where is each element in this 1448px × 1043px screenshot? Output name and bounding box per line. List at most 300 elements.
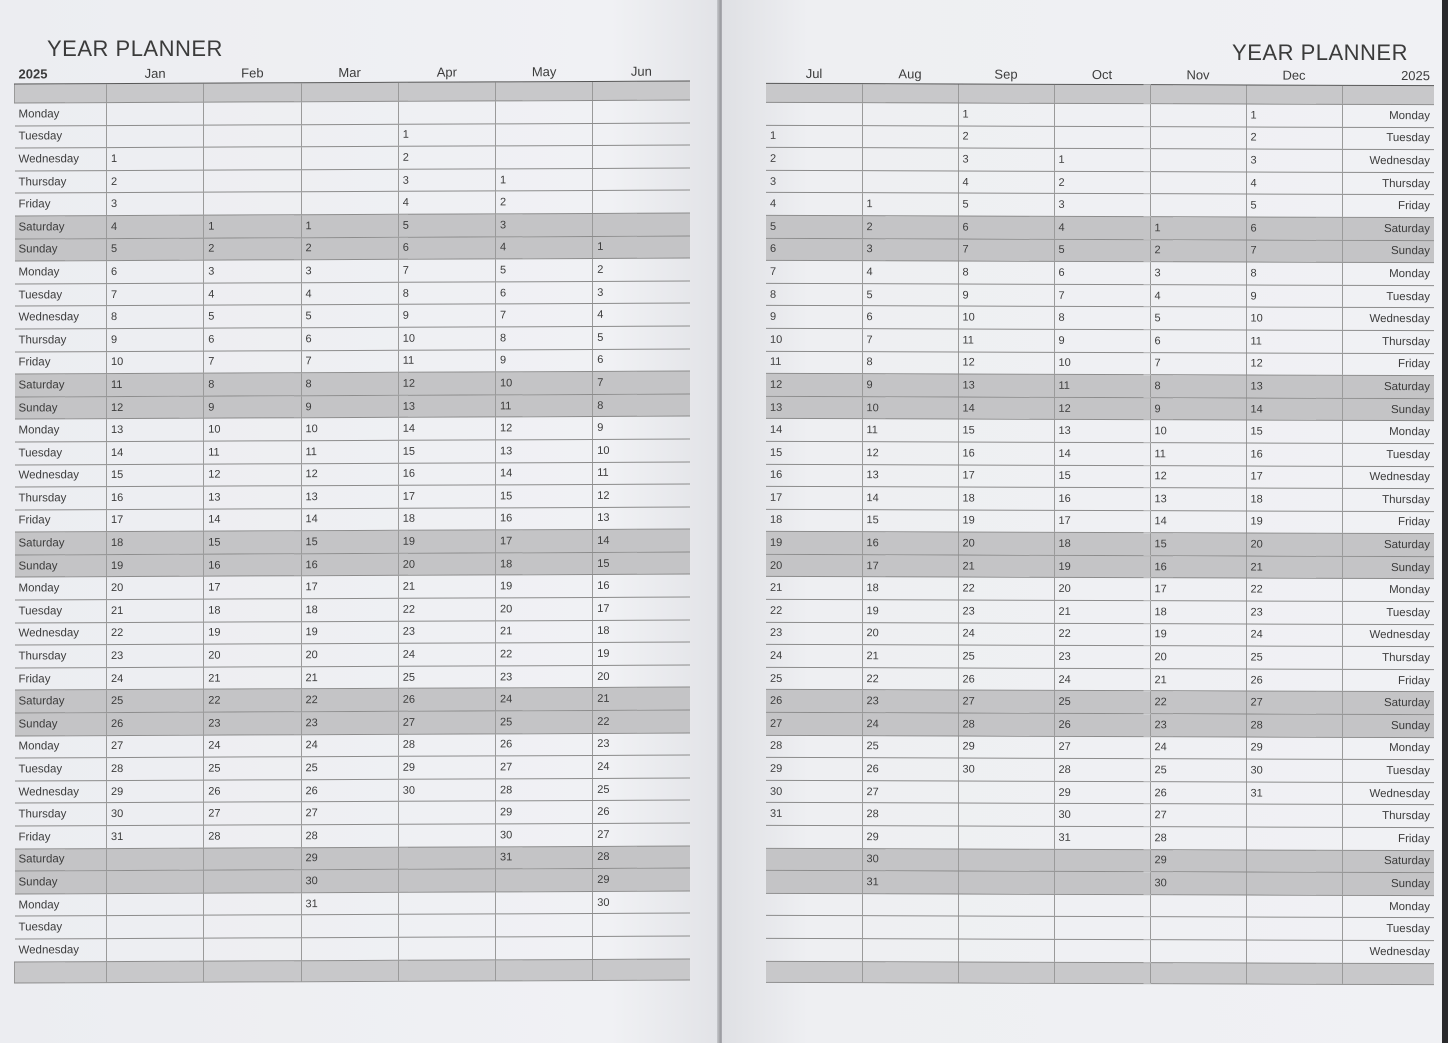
date-cell: 4: [1150, 284, 1246, 307]
day-row: [766, 690, 1434, 715]
date-cell: 6: [593, 349, 690, 372]
date-cell: [593, 123, 690, 146]
date-cell: 4: [1246, 172, 1342, 195]
date-cell: 19: [1150, 623, 1246, 646]
date-cell: 26: [1246, 669, 1342, 692]
date-cell: [204, 147, 301, 170]
date-cell: [593, 936, 690, 959]
date-cell: 11: [1150, 443, 1246, 466]
date-cell: [1150, 126, 1246, 149]
date-cell: [593, 168, 690, 191]
date-cell: 15: [496, 485, 593, 508]
date-cell: 2: [958, 126, 1054, 149]
weekday-label: Friday: [1342, 511, 1434, 534]
date-cell: 10: [398, 327, 495, 350]
date-cell: 10: [1150, 420, 1246, 443]
date-cell: 7: [593, 371, 690, 394]
date-cell: 7: [1246, 240, 1342, 263]
date-cell: 30: [593, 891, 690, 914]
weekday-label: Monday: [15, 735, 107, 758]
date-cell: [862, 939, 958, 962]
date-cell: 14: [593, 529, 690, 552]
date-cell: 12: [301, 463, 398, 486]
date-cell: [862, 103, 958, 126]
date-cell: 11: [862, 419, 958, 442]
date-cell: 3: [301, 259, 398, 282]
spacer-cell: [301, 82, 398, 101]
weekday-label: Wednesday: [15, 148, 107, 171]
date-cell: 12: [496, 417, 593, 440]
date-cell: 10: [766, 328, 862, 351]
day-row: [766, 306, 1434, 331]
date-cell: 16: [107, 486, 204, 509]
footer-cell: [766, 961, 862, 982]
date-cell: [398, 824, 495, 847]
date-cell: 28: [204, 825, 301, 848]
date-cell: 13: [766, 396, 862, 419]
date-cell: 22: [862, 668, 958, 691]
day-row: [766, 758, 1434, 783]
weekday-label: Sunday: [1342, 714, 1434, 737]
day-row: [15, 846, 691, 872]
date-cell: 21: [398, 575, 495, 598]
planner-grid-left: [14, 61, 690, 984]
footer-cell: [1246, 963, 1342, 984]
date-cell: [204, 870, 301, 893]
date-cell: 5: [593, 326, 690, 349]
date-cell: 16: [496, 507, 593, 530]
month-header: Jul: [766, 63, 862, 84]
weekday-label: Thursday: [15, 803, 107, 826]
month-header: Jan: [107, 63, 204, 84]
spacer-cell: [958, 84, 1054, 103]
date-cell: 5: [862, 283, 958, 306]
date-cell: 18: [398, 508, 495, 531]
date-cell: 3: [766, 170, 862, 193]
date-cell: 28: [107, 757, 204, 780]
weekday-label: Wednesday: [15, 780, 107, 803]
date-cell: 20: [593, 665, 690, 688]
date-cell: [862, 148, 958, 171]
date-cell: [1054, 894, 1150, 917]
date-cell: [1150, 171, 1246, 194]
date-cell: 5: [1246, 194, 1342, 217]
date-cell: 23: [398, 621, 495, 644]
date-cell: 23: [107, 644, 204, 667]
date-cell: 24: [593, 755, 690, 778]
date-cell: 24: [1054, 668, 1150, 691]
date-cell: 25: [1246, 646, 1342, 669]
date-cell: 7: [496, 304, 593, 327]
date-cell: 20: [496, 598, 593, 621]
date-cell: 17: [766, 486, 862, 509]
date-cell: 2: [204, 237, 301, 260]
date-cell: 13: [398, 395, 495, 418]
day-row: [15, 755, 691, 781]
date-cell: 20: [862, 622, 958, 645]
day-row: [15, 168, 691, 194]
date-cell: 30: [398, 779, 495, 802]
date-cell: 23: [862, 690, 958, 713]
date-cell: 2: [398, 146, 495, 169]
date-cell: 26: [301, 779, 398, 802]
date-cell: 25: [958, 645, 1054, 668]
footer-row: [766, 961, 1434, 984]
date-cell: 2: [1150, 239, 1246, 262]
date-cell: 23: [301, 711, 398, 734]
weekday-label: Thursday: [1342, 647, 1434, 670]
date-cell: [958, 939, 1054, 962]
date-cell: 3: [1246, 149, 1342, 172]
day-row: [766, 328, 1434, 353]
date-cell: 1: [862, 193, 958, 216]
day-row: [766, 486, 1434, 511]
date-cell: 21: [1246, 556, 1342, 579]
date-cell: 10: [1054, 352, 1150, 375]
day-row: [766, 622, 1434, 647]
date-cell: 21: [301, 666, 398, 689]
date-cell: 13: [593, 507, 690, 530]
date-cell: 14: [204, 508, 301, 531]
date-cell: 13: [204, 486, 301, 509]
date-cell: [958, 826, 1054, 849]
date-cell: 24: [766, 645, 862, 668]
date-cell: 16: [398, 462, 495, 485]
date-cell: 27: [862, 780, 958, 803]
date-cell: 7: [1150, 352, 1246, 375]
date-cell: [107, 848, 204, 871]
date-cell: 29: [496, 801, 593, 824]
date-cell: 28: [1150, 827, 1246, 850]
date-cell: [1150, 894, 1246, 917]
date-cell: 25: [398, 666, 495, 689]
date-cell: 17: [1054, 510, 1150, 533]
date-cell: 28: [958, 713, 1054, 736]
date-cell: 19: [301, 621, 398, 644]
spacer-cell: [1342, 85, 1434, 104]
date-cell: 5: [1054, 239, 1150, 262]
date-cell: 18: [593, 620, 690, 643]
date-cell: 30: [496, 823, 593, 846]
date-cell: 24: [204, 734, 301, 757]
date-cell: 2: [766, 148, 862, 171]
date-cell: 19: [862, 600, 958, 623]
date-cell: 8: [593, 394, 690, 417]
date-cell: 4: [301, 282, 398, 305]
date-cell: [1150, 940, 1246, 963]
date-cell: 11: [1246, 330, 1342, 353]
date-cell: 11: [766, 351, 862, 374]
date-cell: 20: [766, 554, 862, 577]
day-row: [766, 780, 1434, 805]
day-row: [15, 394, 691, 420]
footer-cell: [15, 961, 107, 982]
date-cell: 29: [1054, 781, 1150, 804]
date-cell: 17: [204, 576, 301, 599]
date-cell: 6: [204, 328, 301, 351]
date-cell: [204, 124, 301, 147]
date-cell: 6: [1246, 217, 1342, 240]
spacer-cell: [204, 83, 301, 102]
weekday-label: Sunday: [1342, 240, 1434, 263]
date-cell: 26: [958, 668, 1054, 691]
date-cell: 30: [1150, 872, 1246, 895]
date-cell: 27: [1054, 736, 1150, 759]
weekday-label: Wednesday: [15, 306, 107, 329]
weekday-label: Wednesday: [1342, 466, 1434, 489]
date-cell: [107, 893, 204, 916]
date-cell: 29: [593, 868, 690, 891]
date-cell: 1: [301, 214, 398, 237]
month-header: Apr: [398, 61, 495, 82]
weekday-label: Monday: [15, 577, 107, 600]
date-cell: 15: [593, 552, 690, 575]
date-cell: 12: [1054, 397, 1150, 420]
day-row: [15, 552, 691, 578]
date-cell: 4: [766, 193, 862, 216]
date-cell: 21: [107, 599, 204, 622]
date-cell: 16: [766, 464, 862, 487]
date-cell: 6: [766, 238, 862, 261]
date-cell: 29: [958, 736, 1054, 759]
date-cell: [1246, 850, 1342, 873]
day-row: [766, 351, 1434, 376]
date-cell: [766, 825, 862, 848]
date-cell: [593, 145, 690, 168]
date-cell: [496, 936, 593, 959]
date-cell: 12: [204, 463, 301, 486]
date-cell: 15: [204, 531, 301, 554]
date-cell: 3: [204, 260, 301, 283]
date-cell: 24: [496, 688, 593, 711]
weekday-label: Saturday: [15, 848, 107, 871]
date-cell: 26: [204, 780, 301, 803]
date-cell: [1054, 872, 1150, 895]
date-cell: 6: [301, 327, 398, 350]
date-cell: 5: [958, 193, 1054, 216]
day-row: [15, 100, 691, 126]
year-label: 2025: [1342, 65, 1434, 86]
date-cell: [766, 871, 862, 894]
date-cell: 23: [1150, 714, 1246, 737]
right-page: [722, 0, 1442, 1043]
date-cell: 13: [1246, 375, 1342, 398]
date-cell: 5: [398, 214, 495, 237]
date-cell: 28: [301, 824, 398, 847]
date-cell: 3: [107, 193, 204, 216]
date-cell: [398, 869, 495, 892]
date-cell: 30: [766, 780, 862, 803]
date-cell: 16: [204, 554, 301, 577]
weekday-label: Thursday: [1342, 172, 1434, 195]
date-cell: [107, 916, 204, 939]
weekday-label: Tuesday: [15, 125, 107, 148]
date-cell: 3: [398, 169, 495, 192]
date-cell: 21: [204, 667, 301, 690]
date-cell: 11: [496, 394, 593, 417]
date-cell: 5: [766, 215, 862, 238]
date-cell: [204, 893, 301, 916]
spacer-cell: [1150, 85, 1246, 104]
day-row: [15, 891, 691, 917]
date-cell: [766, 893, 862, 916]
date-cell: 27: [958, 690, 1054, 713]
date-cell: 1: [398, 123, 495, 146]
spacer-cell: [1246, 85, 1342, 104]
day-row: [766, 577, 1434, 602]
date-cell: 22: [766, 599, 862, 622]
date-cell: 3: [496, 213, 593, 236]
date-cell: 25: [766, 667, 862, 690]
day-row: [15, 936, 691, 962]
weekday-label: Sunday: [1342, 556, 1434, 579]
date-cell: 9: [1246, 285, 1342, 308]
date-cell: [107, 102, 204, 125]
date-cell: 17: [1246, 466, 1342, 489]
date-cell: [1150, 917, 1246, 940]
date-cell: 29: [107, 780, 204, 803]
date-cell: 2: [1246, 127, 1342, 150]
date-cell: 21: [766, 577, 862, 600]
weekday-label: Monday: [15, 893, 107, 916]
date-cell: 11: [301, 440, 398, 463]
date-cell: 16: [862, 532, 958, 555]
date-cell: 17: [862, 555, 958, 578]
date-cell: [204, 915, 301, 938]
date-cell: 18: [958, 487, 1054, 510]
day-row: [15, 145, 691, 171]
weekday-label: Sunday: [15, 871, 107, 894]
day-row: [766, 464, 1434, 489]
day-row: [766, 441, 1434, 466]
date-cell: 2: [107, 170, 204, 193]
date-cell: 6: [107, 260, 204, 283]
date-cell: 10: [593, 439, 690, 462]
date-cell: 17: [593, 597, 690, 620]
date-cell: 10: [1246, 307, 1342, 330]
date-cell: 19: [593, 642, 690, 665]
date-cell: 13: [862, 464, 958, 487]
day-row: [766, 667, 1434, 692]
date-cell: 28: [398, 733, 495, 756]
date-cell: 24: [1150, 736, 1246, 759]
day-row: [766, 215, 1434, 240]
day-row: [15, 620, 691, 646]
date-cell: 27: [766, 712, 862, 735]
date-cell: 29: [398, 756, 495, 779]
weekday-label: Tuesday: [1342, 443, 1434, 466]
date-cell: 24: [862, 713, 958, 736]
date-cell: 11: [958, 329, 1054, 352]
month-header: Jun: [593, 61, 690, 82]
date-cell: [301, 192, 398, 215]
weekday-label: Friday: [15, 667, 107, 690]
date-cell: 1: [1246, 104, 1342, 127]
date-cell: 4: [107, 215, 204, 238]
day-row: [15, 371, 691, 397]
date-cell: 14: [862, 487, 958, 510]
date-cell: 30: [1246, 759, 1342, 782]
date-cell: 9: [1150, 397, 1246, 420]
date-cell: 1: [496, 168, 593, 191]
date-cell: 20: [301, 644, 398, 667]
weekday-label: Saturday: [15, 690, 107, 713]
date-cell: 25: [496, 710, 593, 733]
date-cell: 24: [1246, 624, 1342, 647]
weekday-label: Monday: [1342, 579, 1434, 602]
weekday-label: Saturday: [15, 532, 107, 555]
date-cell: 8: [1054, 307, 1150, 330]
date-cell: 18: [862, 577, 958, 600]
weekday-label: Saturday: [1342, 692, 1434, 715]
year-label: 2025: [15, 63, 107, 84]
date-cell: 8: [204, 373, 301, 396]
date-cell: [496, 914, 593, 937]
weekday-label: Tuesday: [1342, 127, 1434, 150]
day-row: [766, 848, 1434, 873]
day-row: [15, 574, 691, 600]
date-cell: 22: [496, 643, 593, 666]
date-cell: 31: [766, 803, 862, 826]
date-cell: [301, 146, 398, 169]
month-header: May: [496, 61, 593, 82]
date-cell: 21: [1054, 600, 1150, 623]
date-cell: 12: [862, 442, 958, 465]
date-cell: 24: [301, 734, 398, 757]
date-cell: 28: [1054, 759, 1150, 782]
date-cell: 23: [593, 733, 690, 756]
date-cell: 14: [496, 462, 593, 485]
date-cell: 17: [496, 530, 593, 553]
page-title: YEAR PLANNER: [1232, 40, 1408, 65]
date-cell: [398, 892, 495, 915]
date-cell: 31: [1054, 826, 1150, 849]
date-cell: 28: [862, 803, 958, 826]
day-row: [766, 260, 1434, 285]
weekday-label: Friday: [1342, 669, 1434, 692]
date-cell: [766, 916, 862, 939]
weekday-label: Tuesday: [15, 283, 107, 306]
date-cell: [107, 125, 204, 148]
date-cell: 27: [107, 735, 204, 758]
date-cell: 15: [107, 464, 204, 487]
date-cell: 30: [107, 803, 204, 826]
weekday-label: Wednesday: [1342, 308, 1434, 331]
weekday-label: Thursday: [1342, 805, 1434, 828]
spacer-cell: [1054, 84, 1150, 103]
date-cell: 22: [398, 598, 495, 621]
date-cell: 29: [862, 826, 958, 849]
date-cell: [398, 801, 495, 824]
month-header: Nov: [1150, 64, 1246, 85]
weekday-label: Wednesday: [15, 939, 107, 962]
date-cell: 25: [204, 757, 301, 780]
day-row: [15, 213, 691, 239]
date-cell: 30: [958, 758, 1054, 781]
date-cell: [301, 915, 398, 938]
date-cell: [398, 101, 495, 124]
date-cell: 21: [593, 687, 690, 710]
date-cell: [496, 146, 593, 169]
weekday-label: Monday: [15, 103, 107, 126]
day-row: [766, 373, 1434, 398]
weekday-label: Tuesday: [1342, 285, 1434, 308]
date-cell: 13: [958, 374, 1054, 397]
date-cell: 27: [496, 756, 593, 779]
date-cell: 26: [862, 758, 958, 781]
footer-cell: [204, 960, 301, 981]
weekday-label: Wednesday: [1342, 782, 1434, 805]
